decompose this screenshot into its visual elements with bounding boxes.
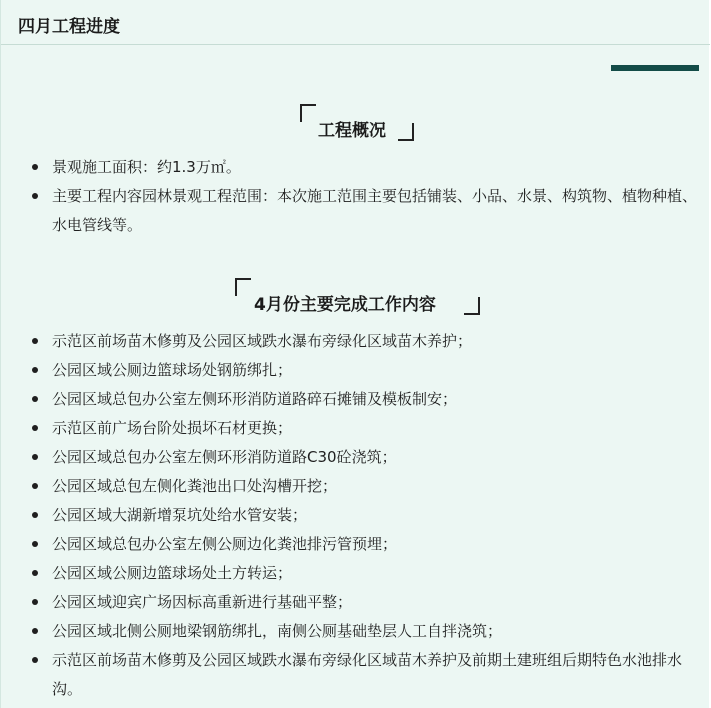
list-item: 公园区域迎宾广场因标高重新进行基础平整； <box>1 588 710 617</box>
bullet-icon <box>32 541 38 547</box>
corner-bracket-top-left <box>300 104 316 122</box>
list-item: 景观施工面积：约1.3万㎡。 <box>1 153 710 182</box>
page-title: 四月工程进度 <box>18 17 120 37</box>
list-item: 公园区域北侧公厕地梁钢筋绑扎，南侧公厕基础垫层人工自拌浇筑； <box>1 617 710 646</box>
list-item: 示范区前场苗木修剪及公园区域跌水瀑布旁绿化区域苗木养护及前期土建班组后期特色水池排水沟。 <box>1 646 710 704</box>
accent-bar <box>611 65 699 71</box>
bullet-icon <box>32 164 38 170</box>
section-heading-overview <box>300 104 414 141</box>
bullet-icon <box>32 570 38 576</box>
bullet-icon <box>32 454 38 460</box>
april-work-list <box>1 327 710 704</box>
bullet-icon <box>32 367 38 373</box>
list-item: 公园区域大湖新增泵坑处给水管安装； <box>1 501 710 530</box>
section-heading-april-work <box>235 278 480 315</box>
list-item: 示范区前场苗木修剪及公园区域跌水瀑布旁绿化区域苗木养护； <box>1 327 710 356</box>
list-item: 公园区域总包办公室左侧环形消防道路碎石摊铺及模板制安； <box>1 385 710 414</box>
corner-bracket-bottom-right <box>398 123 414 141</box>
header-divider <box>1 44 710 45</box>
list-item: 公园区域总包办公室左侧环形消防道路C30砼浇筑； <box>1 443 710 472</box>
bullet-icon <box>32 425 38 431</box>
list-item: 示范区前广场台阶处损坏石材更换； <box>1 414 710 443</box>
corner-bracket-bottom-right <box>464 297 480 315</box>
list-item: 公园区域公厕边篮球场处钢筋绑扎； <box>1 356 710 385</box>
list-item: 公园区域总包办公室左侧公厕边化粪池排污管预埋； <box>1 530 710 559</box>
bullet-icon <box>32 657 38 663</box>
bullet-icon <box>32 628 38 634</box>
corner-bracket-top-left <box>235 278 251 296</box>
list-item: 主要工程内容园林景观工程范围：本次施工范围主要包括铺装、小品、水景、构筑物、植物种植、水电管线等。 <box>1 182 710 240</box>
list-item: 公园区域总包左侧化粪池出口处沟槽开挖； <box>1 472 710 501</box>
bullet-icon <box>32 512 38 518</box>
overview-list <box>1 153 710 240</box>
bullet-icon <box>32 396 38 402</box>
bullet-icon <box>32 338 38 344</box>
section-heading-text: 4月份主要完成工作内容 <box>254 295 436 315</box>
list-item: 公园区域公厕边篮球场处土方转运； <box>1 559 710 588</box>
bullet-icon <box>32 599 38 605</box>
bullet-icon <box>32 483 38 489</box>
section-heading-text: 工程概况 <box>318 121 386 141</box>
bullet-icon <box>32 193 38 199</box>
